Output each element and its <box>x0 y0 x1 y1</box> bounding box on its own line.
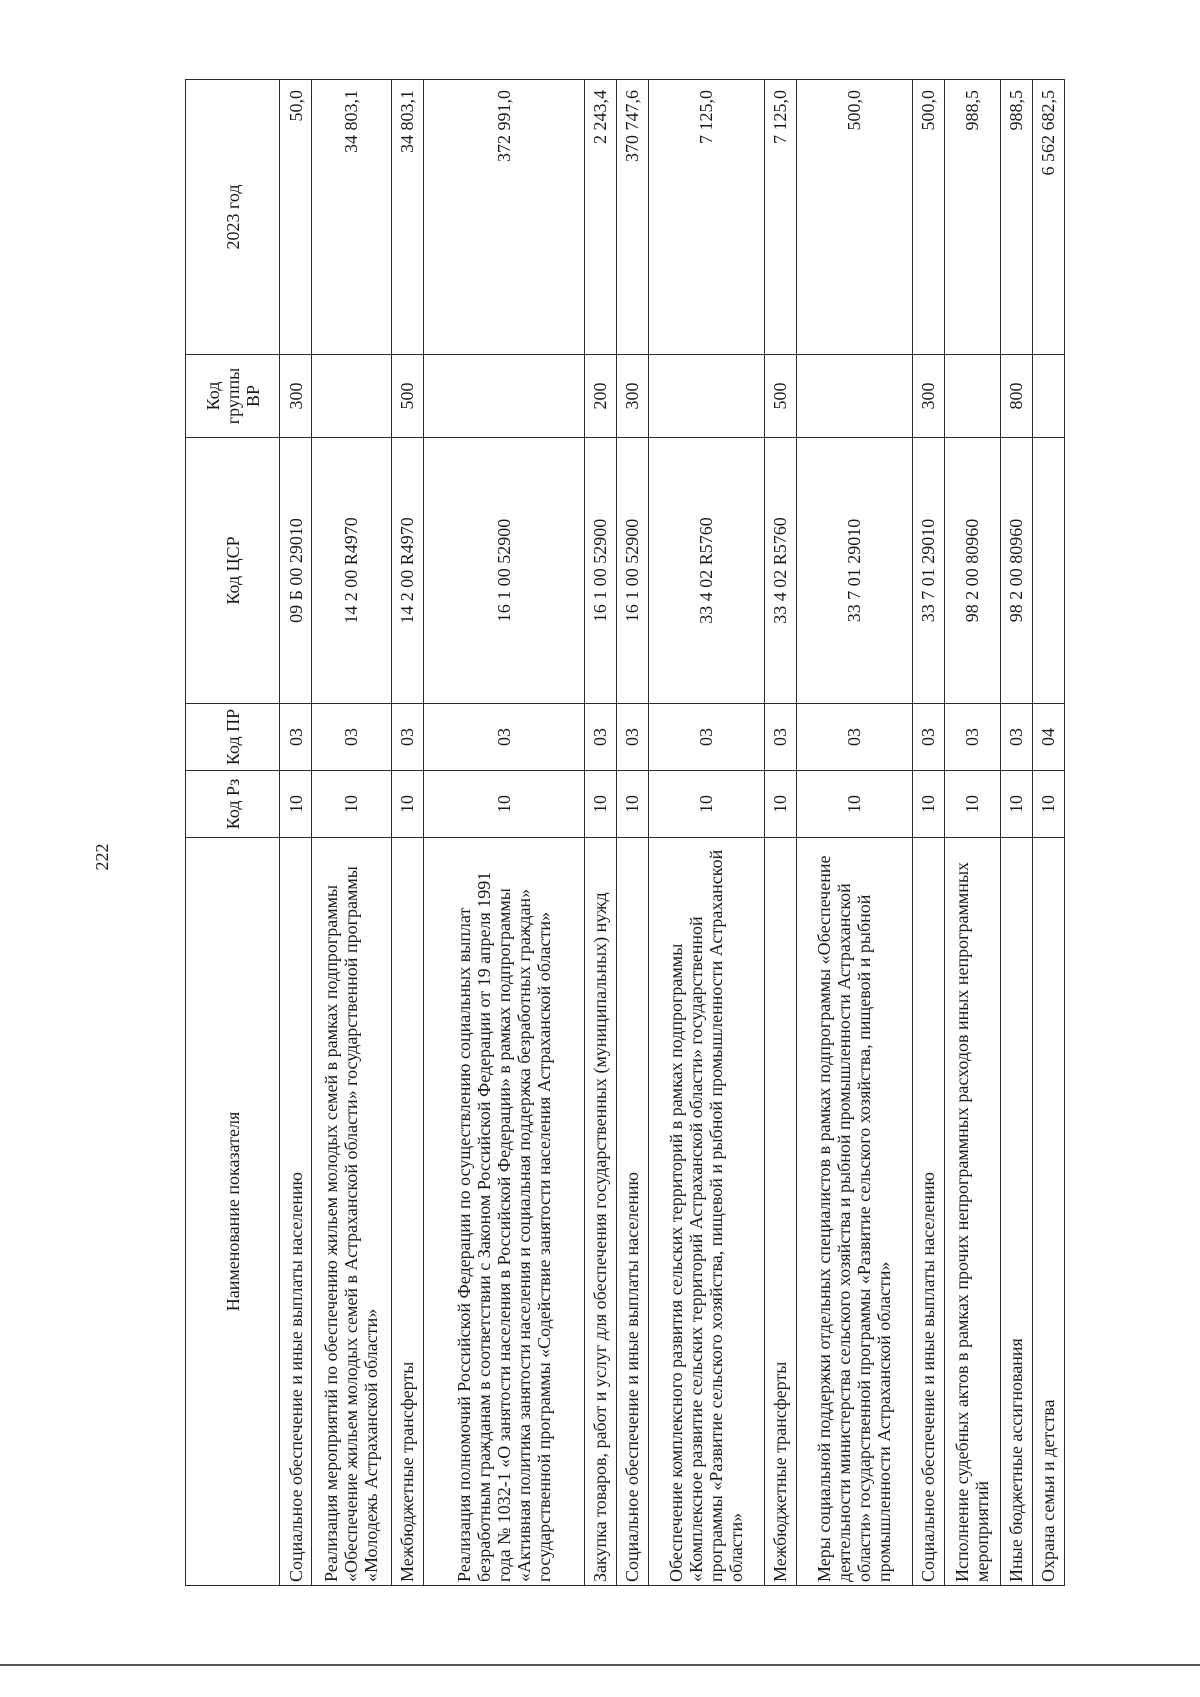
budget-table-rotated <box>185 80 1065 1586</box>
row-csr: 33 4 02 R5760 <box>764 438 796 704</box>
row-rz: 10 <box>944 771 1000 838</box>
row-pr: 04 <box>1032 704 1064 771</box>
row-csr: 33 7 01 29010 <box>912 438 944 704</box>
row-value: 370 747,6 <box>616 80 648 355</box>
budget-table <box>185 79 1065 1586</box>
header-pr: Код ПР <box>186 704 280 771</box>
row-name: Социальное обеспечение и иные выплаты населению <box>912 838 944 1586</box>
row-name: Социальное обеспечение и иные выплаты населению <box>616 838 648 1586</box>
row-vr <box>1032 355 1064 438</box>
row-name: Реализация мероприятий по обеспечению жильем молодых семей в рамках подпрограммы «Обеспечение жильем молодых семей в Астраханской области» государственной программы «Молодежь Астраханской области» <box>312 838 391 1586</box>
row-vr <box>312 355 391 438</box>
header-name: Наименование показателя <box>186 838 280 1586</box>
row-csr: 98 2 00 80960 <box>1000 438 1032 704</box>
row-pr: 03 <box>391 704 423 771</box>
row-rz: 10 <box>912 771 944 838</box>
footer-divider <box>0 1664 1200 1666</box>
row-csr <box>1032 438 1064 704</box>
header-year: 2023 год <box>186 80 280 355</box>
row-name: Меры социальной поддержки отдельных специалистов в рамках подпрограммы «Обеспечение деятельности министерства сельского хозяйства и рыбной промышленности Астраханской области» государственной программы «Развитие сельского хозяйства, пищевой и рыбной промышленности Астраханской области» <box>796 838 912 1586</box>
row-name: Охрана семьи и детства <box>1032 838 1064 1586</box>
table-row <box>944 80 1000 1586</box>
row-rz: 10 <box>391 771 423 838</box>
row-value: 50,0 <box>280 80 312 355</box>
row-value: 500,0 <box>912 80 944 355</box>
row-rz: 10 <box>1000 771 1032 838</box>
table-row <box>764 80 796 1586</box>
row-rz: 10 <box>584 771 616 838</box>
row-csr: 16 1 00 52900 <box>423 438 584 704</box>
row-value: 372 991,0 <box>423 80 584 355</box>
row-vr <box>423 355 584 438</box>
row-csr: 33 4 02 R5760 <box>648 438 764 704</box>
row-vr <box>944 355 1000 438</box>
table-row <box>796 80 912 1586</box>
row-vr: 800 <box>1000 355 1032 438</box>
row-pr: 03 <box>912 704 944 771</box>
row-pr: 03 <box>280 704 312 771</box>
row-value: 7 125,0 <box>648 80 764 355</box>
row-vr: 300 <box>280 355 312 438</box>
row-name: Обеспечение комплексного развития сельских территорий в рамках подпрограммы «Комплексное развитие сельских территорий Астраханской области» государственной программы «Развитие сельского хозяйства, пищевой и рыбной промышленности Астраханской области» <box>648 838 764 1586</box>
table-row <box>584 80 616 1586</box>
row-name: Межбюджетные трансферты <box>391 838 423 1586</box>
row-csr: 16 1 00 52900 <box>616 438 648 704</box>
row-pr: 03 <box>1000 704 1032 771</box>
row-rz: 10 <box>616 771 648 838</box>
row-vr: 500 <box>391 355 423 438</box>
row-name: Исполнение судебных актов в рамках прочих непрограммных расходов иных непрограммных мероприятий <box>944 838 1000 1586</box>
row-value: 988,5 <box>944 80 1000 355</box>
row-name: Социальное обеспечение и иные выплаты населению <box>280 838 312 1586</box>
row-rz: 10 <box>764 771 796 838</box>
row-vr: 200 <box>584 355 616 438</box>
table-row <box>423 80 584 1586</box>
row-value: 6 562 682,5 <box>1032 80 1064 355</box>
row-value: 34 803,1 <box>391 80 423 355</box>
header-csr: Код ЦСР <box>186 438 280 704</box>
row-pr: 03 <box>648 704 764 771</box>
row-name: Иные бюджетные ассигнования <box>1000 838 1032 1586</box>
row-value: 2 243,4 <box>584 80 616 355</box>
row-pr: 03 <box>312 704 391 771</box>
table-row <box>912 80 944 1586</box>
row-name: Реализация полномочий Российской Федерации по осуществлению социальных выплат безработным гражданам в соответствии с Законом Российской Федерации от 19 апреля 1991 года № 1032-1 «О занятости населения в Российской Федерации» в рамках подпрограммы «Активная политика занятости населения и социальная поддержка безработных граждан» государственной программы «Содействие занятости населения Астраханской области» <box>423 838 584 1586</box>
header-rz: Код Рз <box>186 771 280 838</box>
row-pr: 03 <box>764 704 796 771</box>
row-vr: 300 <box>616 355 648 438</box>
row-value: 500,0 <box>796 80 912 355</box>
row-csr: 33 7 01 29010 <box>796 438 912 704</box>
row-pr: 03 <box>796 704 912 771</box>
table-row <box>1000 80 1032 1586</box>
row-vr <box>796 355 912 438</box>
header-vr: Код группы ВР <box>186 355 280 438</box>
table-row <box>616 80 648 1586</box>
row-value: 988,5 <box>1000 80 1032 355</box>
row-rz: 10 <box>312 771 391 838</box>
row-rz: 10 <box>423 771 584 838</box>
row-value: 34 803,1 <box>312 80 391 355</box>
row-pr: 03 <box>944 704 1000 771</box>
row-vr: 500 <box>764 355 796 438</box>
table-row <box>280 80 312 1586</box>
row-name: Закупка товаров, работ и услуг для обеспечения государственных (муниципальных) нужд <box>584 838 616 1586</box>
row-csr: 98 2 00 80960 <box>944 438 1000 704</box>
row-pr: 03 <box>584 704 616 771</box>
row-pr: 03 <box>616 704 648 771</box>
row-name: Межбюджетные трансферты <box>764 838 796 1586</box>
row-rz: 10 <box>280 771 312 838</box>
table-row <box>312 80 391 1586</box>
row-vr: 300 <box>912 355 944 438</box>
table-row <box>1032 80 1064 1586</box>
row-vr <box>648 355 764 438</box>
row-pr: 03 <box>423 704 584 771</box>
page-number: 222 <box>92 843 112 871</box>
row-csr: 14 2 00 R4970 <box>312 438 391 704</box>
row-rz: 10 <box>1032 771 1064 838</box>
table-header-row <box>186 80 280 1586</box>
row-csr: 14 2 00 R4970 <box>391 438 423 704</box>
table-row <box>391 80 423 1586</box>
row-csr: 16 1 00 52900 <box>584 438 616 704</box>
table-row <box>648 80 764 1586</box>
row-rz: 10 <box>796 771 912 838</box>
row-rz: 10 <box>648 771 764 838</box>
row-value: 7 125,0 <box>764 80 796 355</box>
row-csr: 09 Б 00 29010 <box>280 438 312 704</box>
